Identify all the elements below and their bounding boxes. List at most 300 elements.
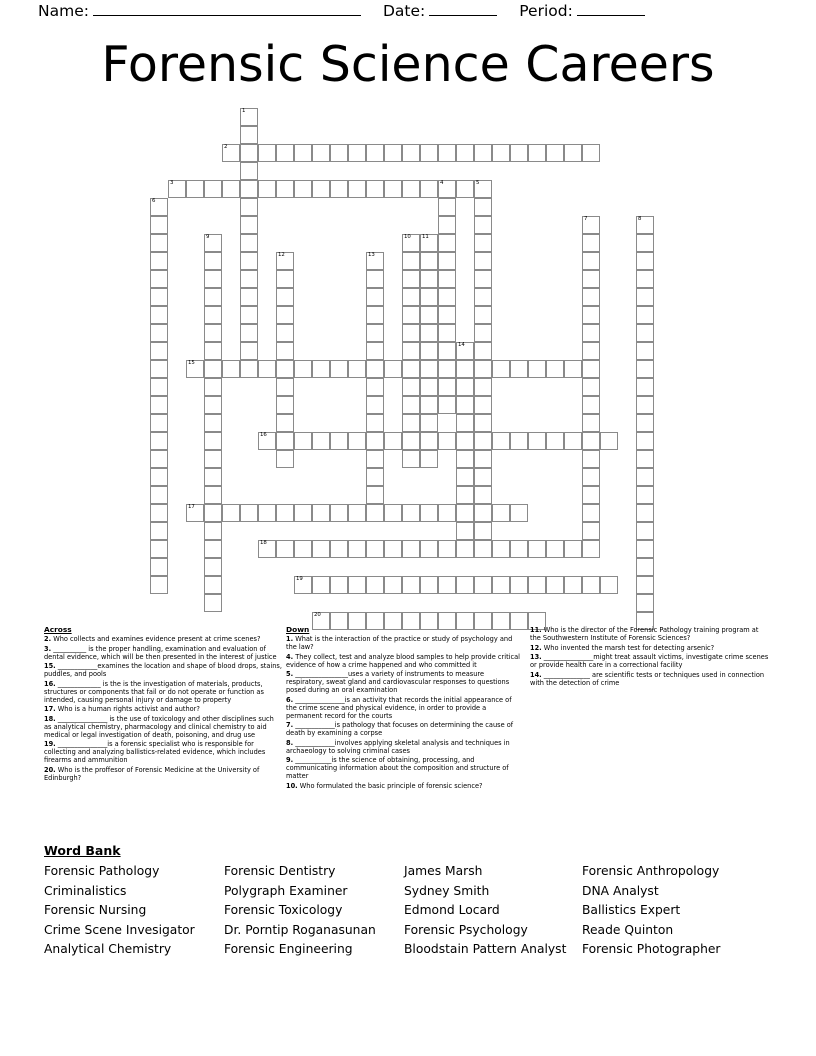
crossword-cell[interactable] <box>294 432 312 450</box>
crossword-cell[interactable] <box>150 540 168 558</box>
crossword-cell[interactable] <box>492 504 510 522</box>
crossword-cell[interactable] <box>636 540 654 558</box>
crossword-cell[interactable] <box>330 144 348 162</box>
crossword-cell[interactable] <box>240 504 258 522</box>
crossword-cell[interactable] <box>456 144 474 162</box>
crossword-cell[interactable] <box>294 144 312 162</box>
crossword-cell[interactable] <box>204 594 222 612</box>
crossword-cell[interactable] <box>636 522 654 540</box>
crossword-cell[interactable] <box>222 180 240 198</box>
crossword-cell[interactable] <box>366 342 384 360</box>
crossword-cell[interactable] <box>402 414 420 432</box>
crossword-cell[interactable] <box>438 144 456 162</box>
crossword-cell[interactable] <box>240 216 258 234</box>
crossword-cell[interactable] <box>312 360 330 378</box>
crossword-cell[interactable] <box>150 360 168 378</box>
crossword-cell[interactable] <box>366 468 384 486</box>
crossword-cell[interactable] <box>294 180 312 198</box>
crossword-cell[interactable] <box>438 504 456 522</box>
crossword-cell[interactable] <box>402 144 420 162</box>
crossword-cell[interactable] <box>420 288 438 306</box>
crossword-cell[interactable] <box>204 306 222 324</box>
crossword-cell[interactable] <box>510 432 528 450</box>
crossword-cell[interactable] <box>420 144 438 162</box>
crossword-cell[interactable] <box>276 432 294 450</box>
crossword-cell[interactable] <box>240 108 258 126</box>
crossword-cell[interactable] <box>456 522 474 540</box>
crossword-cell[interactable] <box>636 594 654 612</box>
crossword-cell[interactable] <box>582 504 600 522</box>
crossword-cell[interactable] <box>582 540 600 558</box>
crossword-cell[interactable] <box>330 504 348 522</box>
crossword-cell[interactable] <box>204 414 222 432</box>
crossword-cell[interactable] <box>474 576 492 594</box>
crossword-cell[interactable] <box>312 432 330 450</box>
crossword-cell[interactable] <box>474 144 492 162</box>
crossword-cell[interactable] <box>636 216 654 234</box>
crossword-cell[interactable] <box>402 450 420 468</box>
crossword-cell[interactable] <box>438 288 456 306</box>
crossword-cell[interactable] <box>348 540 366 558</box>
crossword-cell[interactable] <box>204 288 222 306</box>
crossword-cell[interactable] <box>348 144 366 162</box>
crossword-cell[interactable] <box>420 306 438 324</box>
crossword-cell[interactable] <box>636 252 654 270</box>
crossword-cell[interactable] <box>636 468 654 486</box>
crossword-cell[interactable] <box>402 180 420 198</box>
crossword-cell[interactable] <box>582 486 600 504</box>
crossword-cell[interactable] <box>402 576 420 594</box>
crossword-cell[interactable] <box>438 360 456 378</box>
crossword-cell[interactable] <box>582 522 600 540</box>
crossword-cell[interactable] <box>276 450 294 468</box>
crossword-cell[interactable] <box>402 432 420 450</box>
crossword-cell[interactable] <box>636 432 654 450</box>
crossword-cell[interactable] <box>276 504 294 522</box>
crossword-cell[interactable] <box>366 324 384 342</box>
crossword-cell[interactable] <box>150 198 168 216</box>
crossword-cell[interactable] <box>276 306 294 324</box>
crossword-cell[interactable] <box>240 162 258 180</box>
crossword-cell[interactable] <box>168 180 186 198</box>
crossword-cell[interactable] <box>150 504 168 522</box>
crossword-cell[interactable] <box>186 360 204 378</box>
crossword-cell[interactable] <box>240 126 258 144</box>
crossword-cell[interactable] <box>438 576 456 594</box>
crossword-cell[interactable] <box>402 360 420 378</box>
crossword-cell[interactable] <box>204 360 222 378</box>
crossword-cell[interactable] <box>456 414 474 432</box>
crossword-cell[interactable] <box>636 504 654 522</box>
crossword-cell[interactable] <box>366 396 384 414</box>
crossword-cell[interactable] <box>420 414 438 432</box>
crossword-cell[interactable] <box>528 144 546 162</box>
crossword-cell[interactable] <box>420 540 438 558</box>
crossword-cell[interactable] <box>330 540 348 558</box>
crossword-cell[interactable] <box>474 198 492 216</box>
crossword-cell[interactable] <box>204 342 222 360</box>
crossword-cell[interactable] <box>366 360 384 378</box>
crossword-cell[interactable] <box>258 540 276 558</box>
crossword-cell[interactable] <box>276 270 294 288</box>
crossword-cell[interactable] <box>150 306 168 324</box>
crossword-cell[interactable] <box>402 270 420 288</box>
crossword-cell[interactable] <box>420 360 438 378</box>
crossword-cell[interactable] <box>204 234 222 252</box>
crossword-cell[interactable] <box>582 360 600 378</box>
crossword-cell[interactable] <box>420 252 438 270</box>
crossword-cell[interactable] <box>492 576 510 594</box>
crossword-cell[interactable] <box>276 144 294 162</box>
crossword-cell[interactable] <box>312 576 330 594</box>
crossword-cell[interactable] <box>240 144 258 162</box>
crossword-cell[interactable] <box>546 360 564 378</box>
crossword-cell[interactable] <box>636 324 654 342</box>
crossword-cell[interactable] <box>456 540 474 558</box>
crossword-cell[interactable] <box>204 504 222 522</box>
crossword-cell[interactable] <box>510 144 528 162</box>
crossword-cell[interactable] <box>258 144 276 162</box>
crossword-cell[interactable] <box>420 324 438 342</box>
crossword-cell[interactable] <box>636 378 654 396</box>
crossword-cell[interactable] <box>582 306 600 324</box>
crossword-cell[interactable] <box>582 432 600 450</box>
crossword-cell[interactable] <box>474 522 492 540</box>
crossword-cell[interactable] <box>582 216 600 234</box>
crossword-cell[interactable] <box>582 450 600 468</box>
crossword-cell[interactable] <box>420 378 438 396</box>
crossword-cell[interactable] <box>312 180 330 198</box>
crossword-cell[interactable] <box>312 144 330 162</box>
crossword-cell[interactable] <box>150 450 168 468</box>
crossword-cell[interactable] <box>330 360 348 378</box>
crossword-cell[interactable] <box>240 198 258 216</box>
crossword-cell[interactable] <box>150 342 168 360</box>
crossword-cell[interactable] <box>456 486 474 504</box>
crossword-cell[interactable] <box>366 432 384 450</box>
crossword-cell[interactable] <box>240 342 258 360</box>
crossword-cell[interactable] <box>636 486 654 504</box>
crossword-cell[interactable] <box>402 234 420 252</box>
crossword-cell[interactable] <box>204 576 222 594</box>
crossword-cell[interactable] <box>366 540 384 558</box>
crossword-cell[interactable] <box>582 378 600 396</box>
crossword-cell[interactable] <box>564 576 582 594</box>
crossword-cell[interactable] <box>456 342 474 360</box>
crossword-cell[interactable] <box>456 468 474 486</box>
crossword-cell[interactable] <box>456 450 474 468</box>
crossword-cell[interactable] <box>438 540 456 558</box>
crossword-cell[interactable] <box>438 324 456 342</box>
crossword-cell[interactable] <box>348 504 366 522</box>
crossword-cell[interactable] <box>276 324 294 342</box>
crossword-cell[interactable] <box>438 234 456 252</box>
crossword-cell[interactable] <box>348 432 366 450</box>
crossword-cell[interactable] <box>600 432 618 450</box>
crossword-cell[interactable] <box>600 576 618 594</box>
crossword-cell[interactable] <box>582 234 600 252</box>
crossword-cell[interactable] <box>474 432 492 450</box>
crossword-cell[interactable] <box>348 180 366 198</box>
crossword-cell[interactable] <box>438 378 456 396</box>
crossword-cell[interactable] <box>366 252 384 270</box>
crossword-cell[interactable] <box>204 324 222 342</box>
crossword-cell[interactable] <box>474 450 492 468</box>
crossword-cell[interactable] <box>150 324 168 342</box>
crossword-cell[interactable] <box>204 432 222 450</box>
crossword-cell[interactable] <box>294 360 312 378</box>
crossword-cell[interactable] <box>438 216 456 234</box>
crossword-cell[interactable] <box>294 576 312 594</box>
crossword-cell[interactable] <box>402 288 420 306</box>
crossword-cell[interactable] <box>204 252 222 270</box>
crossword-cell[interactable] <box>474 288 492 306</box>
crossword-cell[interactable] <box>294 540 312 558</box>
crossword-cell[interactable] <box>186 180 204 198</box>
crossword-cell[interactable] <box>276 288 294 306</box>
crossword-cell[interactable] <box>582 252 600 270</box>
crossword-cell[interactable] <box>366 450 384 468</box>
crossword-cell[interactable] <box>150 396 168 414</box>
crossword-cell[interactable] <box>276 396 294 414</box>
crossword-cell[interactable] <box>474 378 492 396</box>
crossword-cell[interactable] <box>582 270 600 288</box>
crossword-cell[interactable] <box>240 252 258 270</box>
crossword-cell[interactable] <box>402 378 420 396</box>
crossword-cell[interactable] <box>456 504 474 522</box>
crossword-cell[interactable] <box>204 540 222 558</box>
crossword-cell[interactable] <box>456 180 474 198</box>
crossword-cell[interactable] <box>402 306 420 324</box>
crossword-cell[interactable] <box>366 180 384 198</box>
crossword-cell[interactable] <box>366 504 384 522</box>
crossword-cell[interactable] <box>384 504 402 522</box>
crossword-cell[interactable] <box>222 504 240 522</box>
crossword-cell[interactable] <box>528 540 546 558</box>
crossword-cell[interactable] <box>240 360 258 378</box>
crossword-cell[interactable] <box>474 540 492 558</box>
crossword-cell[interactable] <box>204 180 222 198</box>
crossword-cell[interactable] <box>582 576 600 594</box>
crossword-cell[interactable] <box>384 144 402 162</box>
crossword-cell[interactable] <box>366 288 384 306</box>
crossword-cell[interactable] <box>474 486 492 504</box>
crossword-cell[interactable] <box>330 432 348 450</box>
crossword-cell[interactable] <box>402 540 420 558</box>
crossword-cell[interactable] <box>492 360 510 378</box>
crossword-cell[interactable] <box>258 180 276 198</box>
crossword-cell[interactable] <box>456 360 474 378</box>
crossword-cell[interactable] <box>474 270 492 288</box>
crossword-cell[interactable] <box>582 396 600 414</box>
crossword-cell[interactable] <box>474 468 492 486</box>
crossword-cell[interactable] <box>204 468 222 486</box>
crossword-cell[interactable] <box>546 540 564 558</box>
crossword-cell[interactable] <box>456 432 474 450</box>
crossword-cell[interactable] <box>474 216 492 234</box>
crossword-cell[interactable] <box>582 414 600 432</box>
crossword-cell[interactable] <box>420 504 438 522</box>
crossword-cell[interactable] <box>636 576 654 594</box>
crossword-cell[interactable] <box>420 432 438 450</box>
crossword-cell[interactable] <box>474 306 492 324</box>
crossword-cell[interactable] <box>240 288 258 306</box>
crossword-cell[interactable] <box>204 522 222 540</box>
crossword-cell[interactable] <box>474 504 492 522</box>
crossword-cell[interactable] <box>438 252 456 270</box>
crossword-cell[interactable] <box>384 360 402 378</box>
crossword-cell[interactable] <box>420 396 438 414</box>
crossword-cell[interactable] <box>636 234 654 252</box>
crossword-cell[interactable] <box>366 576 384 594</box>
crossword-cell[interactable] <box>420 450 438 468</box>
crossword-cell[interactable] <box>150 432 168 450</box>
crossword-cell[interactable] <box>420 576 438 594</box>
crossword-cell[interactable] <box>474 180 492 198</box>
crossword-cell[interactable] <box>150 234 168 252</box>
crossword-cell[interactable] <box>276 180 294 198</box>
crossword-cell[interactable] <box>150 288 168 306</box>
crossword-cell[interactable] <box>276 540 294 558</box>
crossword-cell[interactable] <box>636 558 654 576</box>
crossword-cell[interactable] <box>348 576 366 594</box>
crossword-cell[interactable] <box>384 576 402 594</box>
crossword-cell[interactable] <box>564 432 582 450</box>
crossword-cell[interactable] <box>366 378 384 396</box>
crossword-cell[interactable] <box>420 234 438 252</box>
crossword-cell[interactable] <box>366 144 384 162</box>
crossword-cell[interactable] <box>348 360 366 378</box>
crossword-cell[interactable] <box>366 486 384 504</box>
crossword-cell[interactable] <box>330 180 348 198</box>
crossword-cell[interactable] <box>204 486 222 504</box>
crossword-cell[interactable] <box>276 378 294 396</box>
crossword-cell[interactable] <box>456 378 474 396</box>
crossword-cell[interactable] <box>546 144 564 162</box>
crossword-cell[interactable] <box>474 414 492 432</box>
crossword-cell[interactable] <box>402 342 420 360</box>
crossword-cell[interactable] <box>312 504 330 522</box>
crossword-cell[interactable] <box>150 486 168 504</box>
crossword-cell[interactable] <box>150 216 168 234</box>
crossword-cell[interactable] <box>636 288 654 306</box>
crossword-cell[interactable] <box>276 252 294 270</box>
crossword-cell[interactable] <box>510 504 528 522</box>
crossword-cell[interactable] <box>276 414 294 432</box>
crossword-cell[interactable] <box>510 540 528 558</box>
crossword-cell[interactable] <box>564 540 582 558</box>
crossword-cell[interactable] <box>240 234 258 252</box>
crossword-cell[interactable] <box>582 342 600 360</box>
crossword-cell[interactable] <box>240 324 258 342</box>
crossword-cell[interactable] <box>474 396 492 414</box>
crossword-cell[interactable] <box>528 360 546 378</box>
crossword-cell[interactable] <box>582 144 600 162</box>
crossword-cell[interactable] <box>582 324 600 342</box>
crossword-cell[interactable] <box>204 270 222 288</box>
crossword-cell[interactable] <box>276 360 294 378</box>
crossword-cell[interactable] <box>438 198 456 216</box>
crossword-cell[interactable] <box>474 234 492 252</box>
crossword-cell[interactable] <box>492 432 510 450</box>
crossword-cell[interactable] <box>564 144 582 162</box>
crossword-cell[interactable] <box>582 288 600 306</box>
crossword-cell[interactable] <box>240 306 258 324</box>
crossword-cell[interactable] <box>330 576 348 594</box>
crossword-cell[interactable] <box>546 432 564 450</box>
crossword-cell[interactable] <box>582 468 600 486</box>
crossword-cell[interactable] <box>150 558 168 576</box>
crossword-cell[interactable] <box>150 468 168 486</box>
crossword-cell[interactable] <box>438 180 456 198</box>
crossword-cell[interactable] <box>528 576 546 594</box>
crossword-cell[interactable] <box>564 360 582 378</box>
crossword-cell[interactable] <box>150 576 168 594</box>
crossword-cell[interactable] <box>366 414 384 432</box>
crossword-cell[interactable] <box>510 360 528 378</box>
crossword-cell[interactable] <box>312 540 330 558</box>
crossword-cell[interactable] <box>204 378 222 396</box>
crossword-cell[interactable] <box>492 144 510 162</box>
crossword-cell[interactable] <box>258 360 276 378</box>
crossword-cell[interactable] <box>402 396 420 414</box>
crossword-cell[interactable] <box>204 450 222 468</box>
crossword-cell[interactable] <box>204 396 222 414</box>
crossword-cell[interactable] <box>636 396 654 414</box>
crossword-cell[interactable] <box>636 270 654 288</box>
crossword-cell[interactable] <box>384 432 402 450</box>
crossword-cell[interactable] <box>420 180 438 198</box>
crossword-cell[interactable] <box>402 324 420 342</box>
crossword-cell[interactable] <box>636 414 654 432</box>
crossword-cell[interactable] <box>258 432 276 450</box>
crossword-cell[interactable] <box>150 252 168 270</box>
crossword-cell[interactable] <box>474 360 492 378</box>
crossword-cell[interactable] <box>258 504 276 522</box>
crossword-cell[interactable] <box>474 252 492 270</box>
crossword-cell[interactable] <box>420 270 438 288</box>
crossword-cell[interactable] <box>402 504 420 522</box>
crossword-cell[interactable] <box>420 342 438 360</box>
crossword-cell[interactable] <box>438 396 456 414</box>
crossword-cell[interactable] <box>186 504 204 522</box>
crossword-cell[interactable] <box>636 360 654 378</box>
crossword-cell[interactable] <box>492 540 510 558</box>
crossword-cell[interactable] <box>276 342 294 360</box>
crossword-cell[interactable] <box>636 450 654 468</box>
crossword-cell[interactable] <box>222 144 240 162</box>
crossword-cell[interactable] <box>204 558 222 576</box>
crossword-cell[interactable] <box>528 432 546 450</box>
crossword-cell[interactable] <box>474 342 492 360</box>
crossword-cell[interactable] <box>150 378 168 396</box>
crossword-cell[interactable] <box>438 270 456 288</box>
crossword-cell[interactable] <box>456 576 474 594</box>
crossword-cell[interactable] <box>384 180 402 198</box>
crossword-cell[interactable] <box>240 270 258 288</box>
crossword-cell[interactable] <box>150 270 168 288</box>
crossword-cell[interactable] <box>438 342 456 360</box>
crossword-cell[interactable] <box>366 306 384 324</box>
crossword-cell[interactable] <box>636 306 654 324</box>
crossword-cell[interactable] <box>438 306 456 324</box>
crossword-cell[interactable] <box>474 324 492 342</box>
crossword-cell[interactable] <box>636 342 654 360</box>
crossword-cell[interactable] <box>510 576 528 594</box>
crossword-cell[interactable] <box>456 396 474 414</box>
crossword-cell[interactable] <box>438 432 456 450</box>
crossword-cell[interactable] <box>150 414 168 432</box>
